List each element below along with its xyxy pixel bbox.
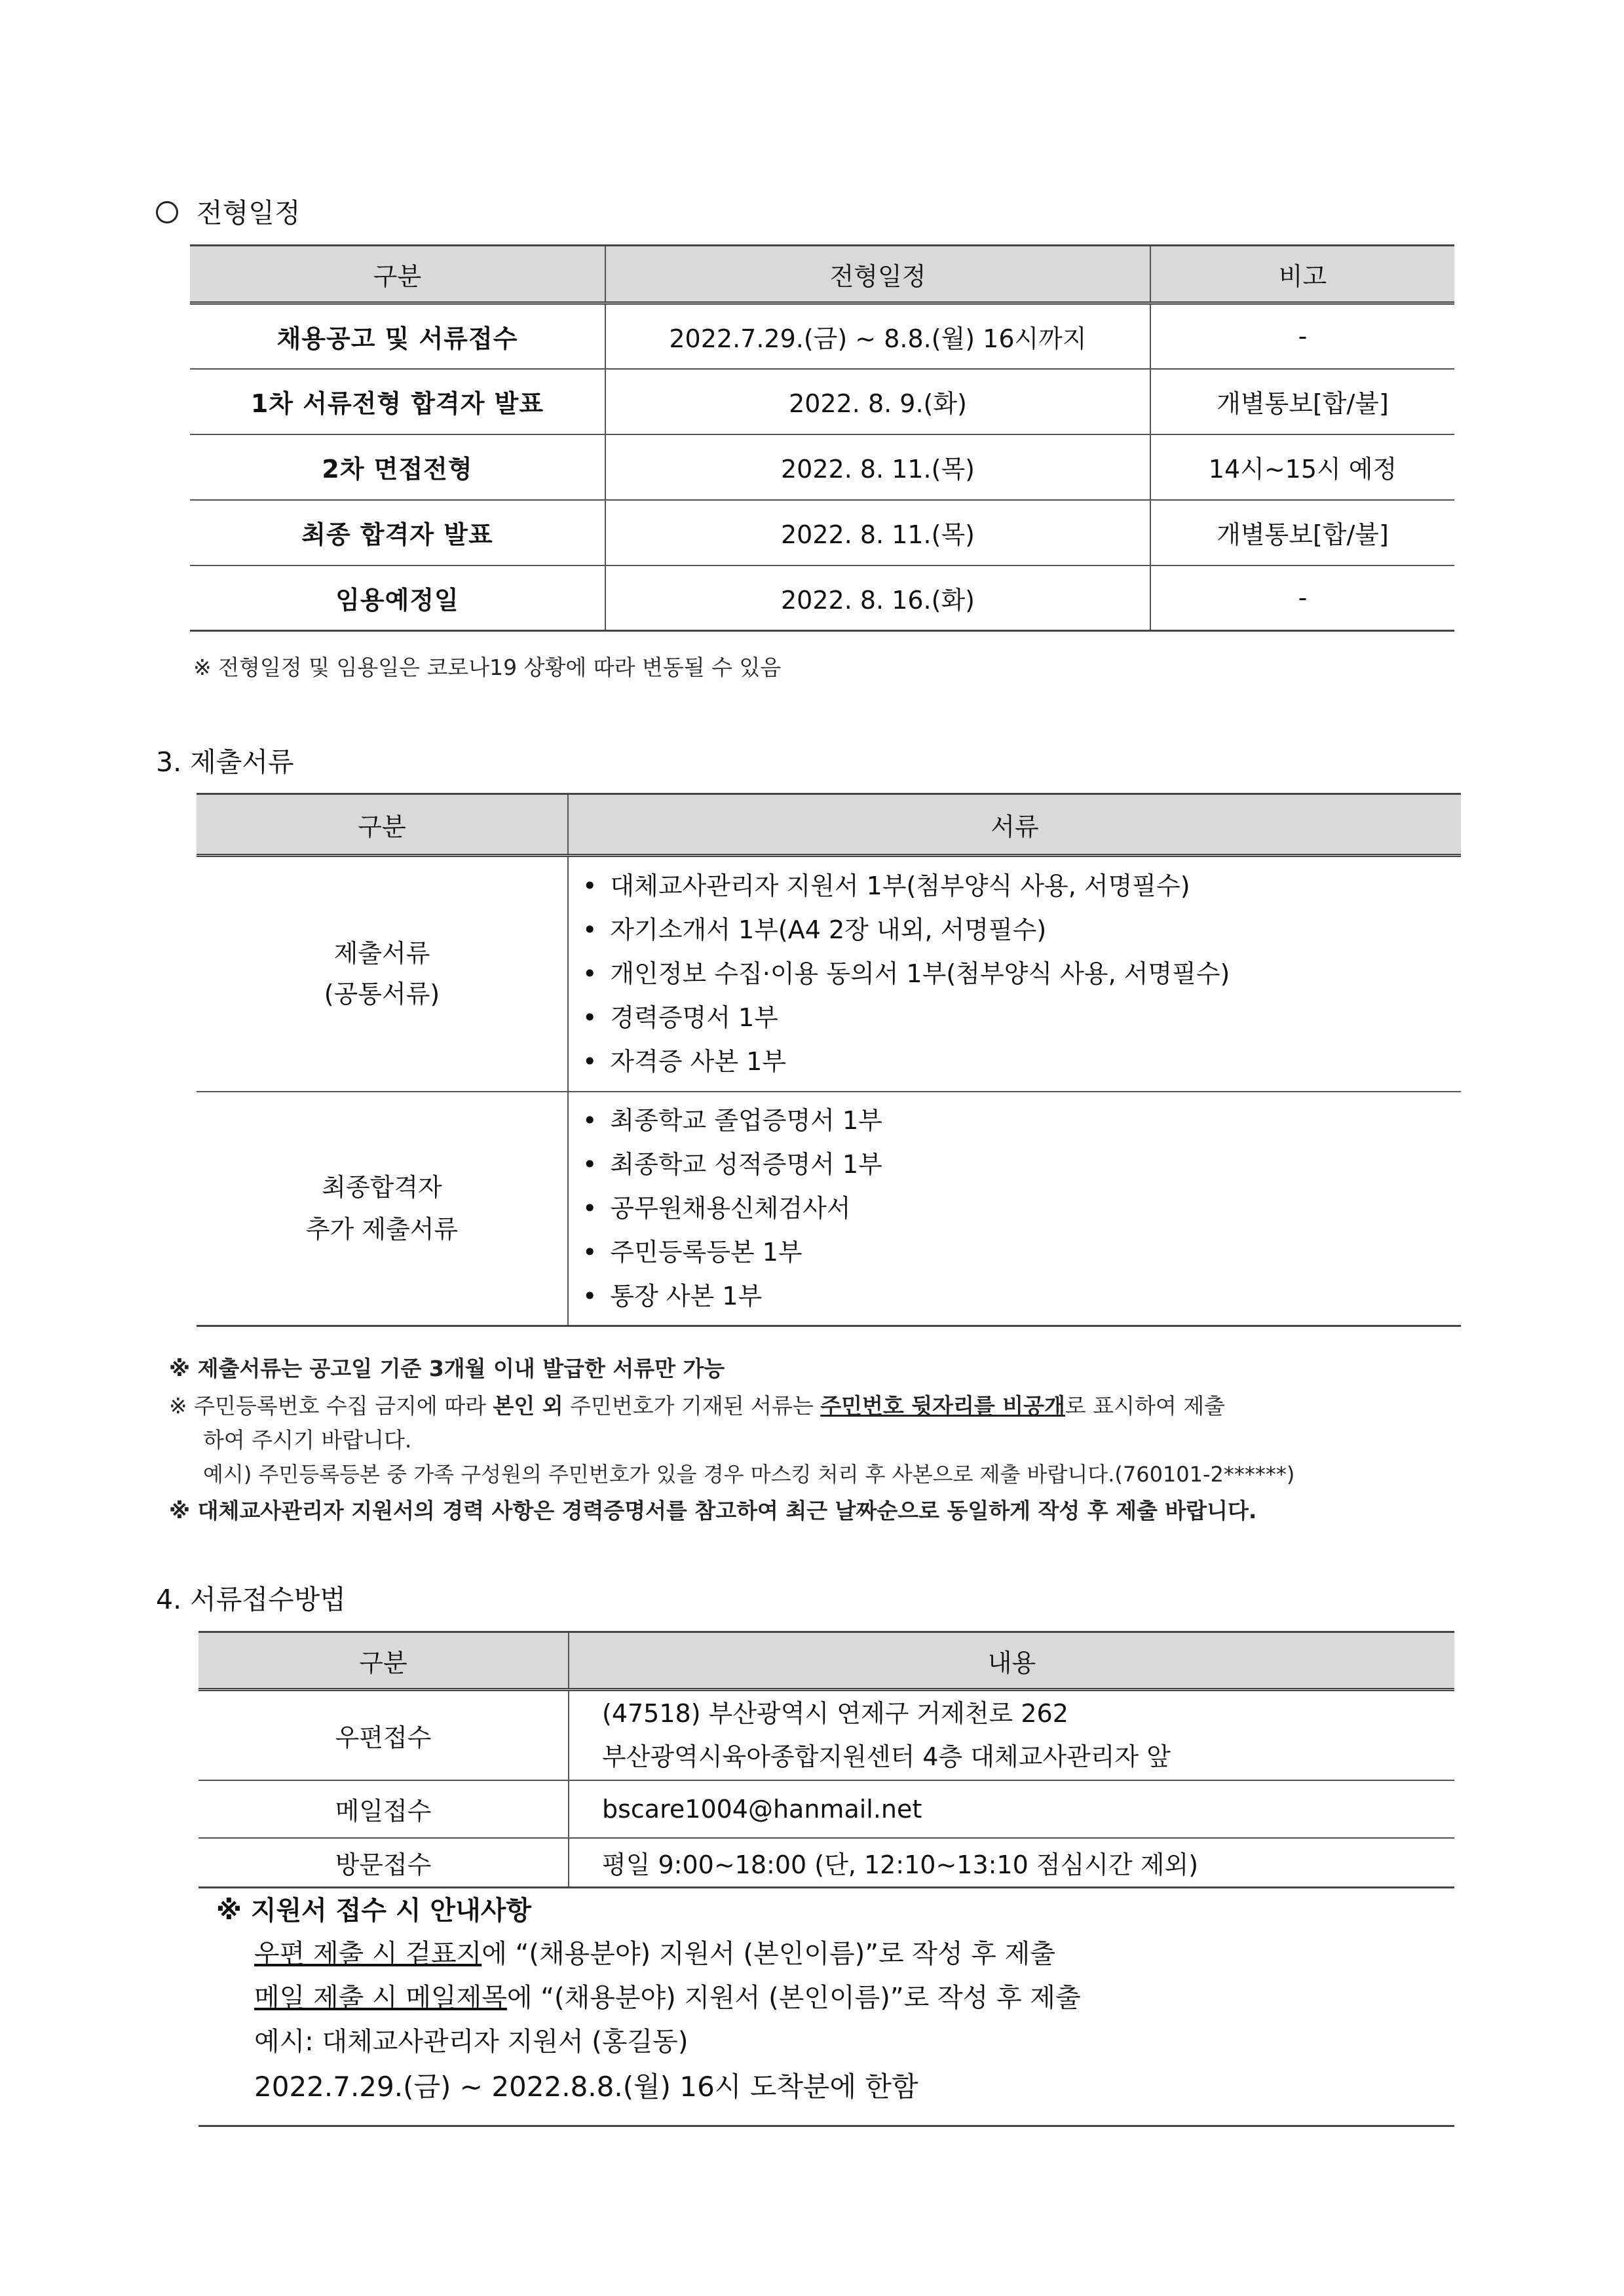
group-label-line1: 최종합격자	[322, 1173, 442, 1202]
receipt-table	[198, 1631, 1454, 1888]
table-row	[190, 565, 1454, 631]
documents-note-3: ※ 대체교사관리자 지원서의 경력 사항은 경력증명서를 참고하여 최근 날짜순으로 동일하게 작성 후 제출 바랍니다.	[169, 1498, 1257, 1523]
post-label: 우편접수	[198, 1690, 569, 1780]
documents-section-title: 3. 제출서류	[156, 746, 294, 778]
header-remark: 비고	[1150, 246, 1454, 303]
group-label-line1: 제출서류	[333, 939, 430, 968]
visit-hours: 평일 9:00~18:00 (단, 12:10~13:10 점심시간 제외)	[569, 1838, 1454, 1888]
header-category: 구분	[198, 1632, 569, 1690]
table-row	[198, 1690, 1454, 1780]
email-address[interactable]: bscare1004@hanmail.net	[569, 1780, 1454, 1838]
schedule-date: 2022. 8. 9.(화)	[605, 369, 1150, 434]
guide-deadline: 2022.7.29.(금) ~ 2022.8.8.(월) 16시 도착분에 한함	[254, 2071, 918, 2103]
schedule-remark: -	[1150, 303, 1454, 369]
group-label-line2: (공통서류)	[324, 980, 440, 1009]
list-item: • 개인정보 수집·이용 동의서 1부(첨부양식 사용, 서명필수)	[582, 952, 1460, 996]
note2-part-e: 로 표시하여 제출	[1065, 1393, 1226, 1419]
email-label: 메일접수	[198, 1780, 569, 1838]
documents-note-2-line2: 하여 주시기 바랍니다.	[203, 1427, 412, 1453]
schedule-remark: 14시~15시 예정	[1150, 434, 1454, 500]
guide-title: ※ 지원서 접수 시 안내사항	[216, 1896, 531, 1926]
list-item: • 최종학교 졸업증명서 1부	[582, 1099, 1460, 1143]
schedule-item: 최종 합격자 발표	[190, 500, 605, 565]
header-documents: 서류	[568, 794, 1461, 856]
schedule-item: 임용예정일	[190, 565, 605, 631]
table-row	[190, 369, 1454, 434]
documents-table	[197, 793, 1461, 1327]
list-item: • 대체교사관리자 지원서 1부(첨부양식 사용, 서명필수)	[582, 864, 1460, 908]
table-row	[198, 1780, 1454, 1838]
schedule-note: ※ 전형일정 및 임용일은 코로나19 상황에 따라 변동될 수 있음	[193, 655, 782, 680]
list-item: • 공무원채용신체검사서	[582, 1187, 1460, 1231]
schedule-date: 2022. 8. 11.(목)	[605, 500, 1150, 565]
documents-note-2-example: 예시) 주민등록등본 중 가족 구성원의 주민번호가 있을 경우 마스킹 처리 후 사본으로 제출 바랍니다.(760101-2******)	[203, 1462, 1295, 1487]
table-row	[197, 856, 1461, 1092]
table-row	[190, 434, 1454, 500]
visit-label: 방문접수	[198, 1838, 569, 1888]
guide-email-underlined: 메일 제출 시 메일제목	[254, 1983, 507, 2013]
guide-email-rest: 에 “(채용분야) 지원서 (본인이름)”로 작성 후 제출	[506, 1983, 1081, 2013]
group-documents	[568, 856, 1461, 1092]
schedule-table	[190, 244, 1454, 632]
header-content: 내용	[569, 1632, 1454, 1690]
schedule-date: 2022. 8. 11.(목)	[605, 434, 1150, 500]
guide-post-rest: 에 “(채용분야) 지원서 (본인이름)”로 작성 후 제출	[482, 1939, 1055, 1969]
guide-example: 예시: 대체교사관리자 지원서 (홍길동)	[254, 2027, 689, 2057]
header-schedule: 전형일정	[605, 246, 1150, 303]
schedule-item: 채용공고 및 서류접수	[190, 303, 605, 369]
schedule-item: 2차 면접전형	[190, 434, 605, 500]
documents-note-1: ※ 제출서류는 공고일 기준 3개월 이내 발급한 서류만 가능	[169, 1356, 725, 1381]
list-item: • 통장 사본 1부	[582, 1274, 1460, 1318]
group-documents	[568, 1092, 1461, 1326]
list-item: • 경력증명서 1부	[582, 996, 1460, 1040]
schedule-section-title	[156, 191, 300, 230]
header-category: 구분	[197, 794, 568, 856]
post-address	[569, 1690, 1454, 1780]
guide-post-underlined: 우편 제출 시 겉표지	[254, 1939, 482, 1969]
guide-line-email	[254, 1977, 1081, 2014]
schedule-item: 1차 서류전형 합격자 발표	[190, 369, 605, 434]
table-row	[190, 303, 1454, 369]
schedule-remark: 개별통보[합/불]	[1150, 369, 1454, 434]
note2-part-b: 본인 외	[493, 1393, 563, 1419]
schedule-date: 2022. 8. 16.(화)	[605, 565, 1150, 631]
receipt-header-row	[198, 1632, 1454, 1690]
document-list	[569, 864, 1460, 1084]
list-item: • 자격증 사본 1부	[582, 1040, 1460, 1084]
schedule-remark: -	[1150, 565, 1454, 631]
group-label-line2: 추가 제출서류	[305, 1215, 459, 1244]
schedule-title-text: 전형일정	[197, 197, 301, 229]
note2-part-a: ※ 주민등록번호 수집 금지에 따라	[169, 1393, 493, 1419]
post-address-line1: (47518) 부산광역시 연제구 거제천로 262	[602, 1699, 1068, 1729]
group-label	[197, 856, 568, 1092]
note2-part-d: 주민번호 뒷자리를 비공개	[820, 1393, 1065, 1419]
list-item: • 자기소개서 1부(A4 2장 내외, 서명필수)	[582, 908, 1460, 952]
documents-header-row	[197, 794, 1461, 856]
schedule-header-row	[190, 246, 1454, 303]
schedule-date: 2022.7.29.(금) ~ 8.8.(월) 16시까지	[605, 303, 1150, 369]
receipt-section-title: 4. 서류접수방법	[156, 1584, 346, 1615]
table-row	[198, 1838, 1454, 1888]
document-list	[569, 1099, 1460, 1318]
guide-bottom-divider	[198, 2125, 1454, 2127]
table-row	[190, 500, 1454, 565]
note2-part-c: 주민번호가 기재된 서류는	[563, 1393, 821, 1419]
header-category: 구분	[190, 246, 605, 303]
schedule-remark: 개별통보[합/불]	[1150, 500, 1454, 565]
post-address-line2: 부산광역시육아종합지원센터 4층 대체교사관리자 앞	[602, 1742, 1171, 1772]
table-row	[197, 1092, 1461, 1326]
list-item: • 최종학교 성적증명서 1부	[582, 1143, 1460, 1187]
group-label	[197, 1092, 568, 1326]
documents-note-2	[169, 1389, 1225, 1420]
circle-bullet-icon	[156, 201, 178, 223]
guide-line-post	[254, 1933, 1055, 1970]
list-item: • 주민등록등본 1부	[582, 1231, 1460, 1274]
